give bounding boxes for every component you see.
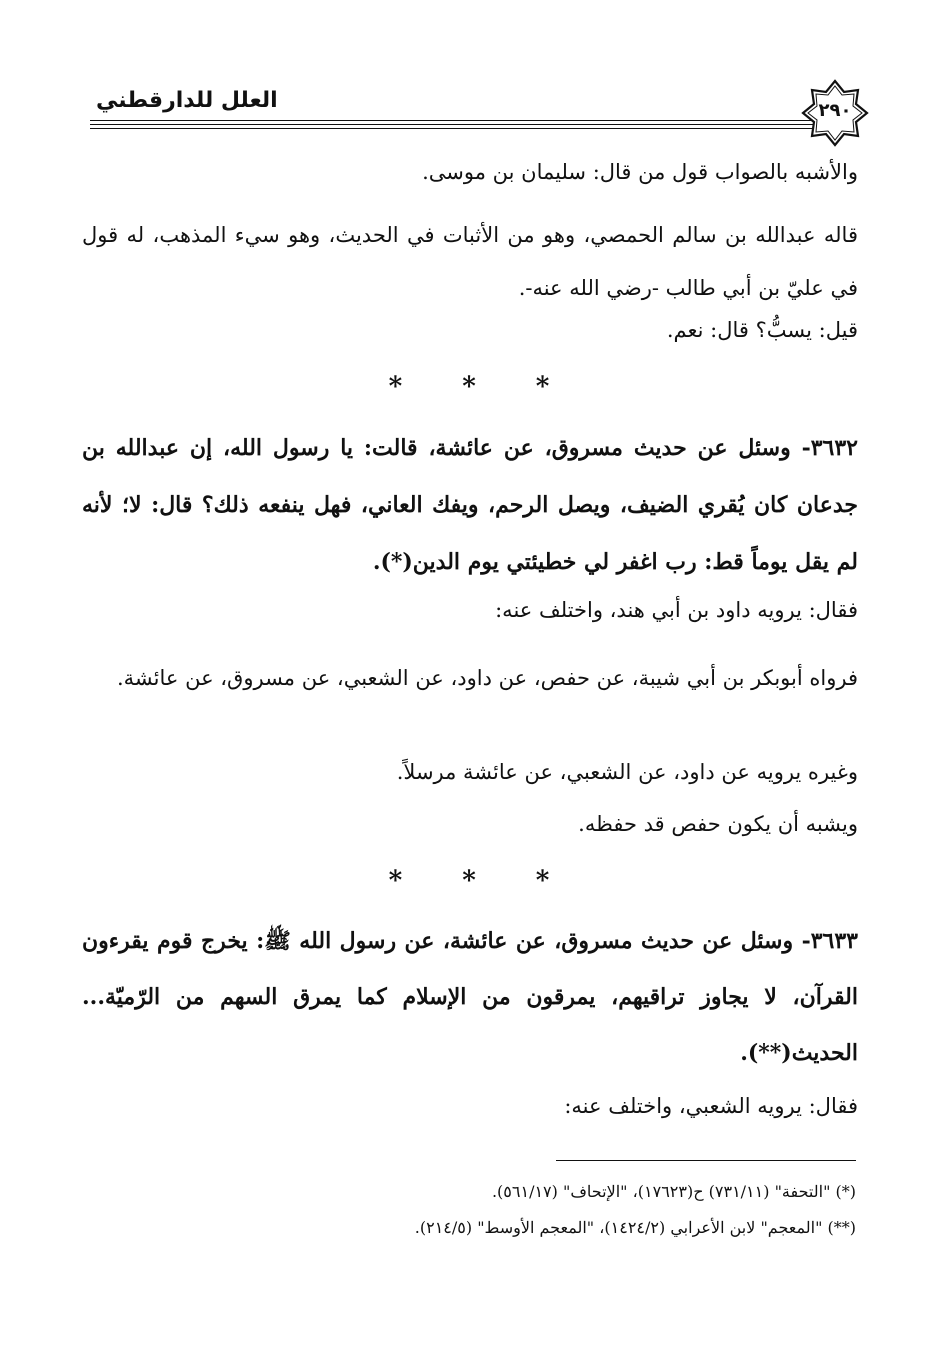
separator-star: *: [535, 372, 550, 402]
section-separator: [0, 866, 938, 896]
page-number-badge: [800, 78, 870, 148]
text-line: وغيره يرويه عن داود، عن الشعبي، عن عائشة مرسلاً.: [396, 760, 858, 784]
text-line: والأشبه بالصواب قول من قال: سليمان بن موسى.: [422, 160, 858, 184]
footnote: (*) "التحفة" (٧٣١/١١) ح(١٧٦٢٣)، "الإتحاف" (٥٦١/١٧).: [491, 1182, 856, 1201]
header-rule: [90, 128, 818, 129]
page-header: [90, 78, 870, 148]
footnote: (**) "المعجم" لابن الأعرابي (١٤٢٤/٢)، "المعجم الأوسط" (٢١٤/٥).: [414, 1218, 856, 1237]
text-line: فقال: يرويه داود بن أبي هند، واختلف عنه:: [495, 598, 858, 622]
paragraph: قاله عبدالله بن سالم الحمصي، وهو من الأثبات في الحديث، وهو سيء المذهب، له قول في عليّ بن أبي طالب -رضي الله عنه-.: [82, 223, 858, 300]
separator-star: *: [462, 866, 476, 896]
page-number: ٢٩٠: [818, 100, 852, 121]
hadith-entry-3632: ٣٦٣٢- وسئل عن حديث مسروق، عن عائشة، قالت: يا رسول الله، إن عبدالله بن جدعان كان يُقري الضيف، ويصل الرحم، ويفك العاني، فهل ينفعه ذلك؟ قال: لا؛ لأنه لم يقل يوماً قط: رب اغفر لي خطيئتي يوم الدين(*).: [82, 435, 859, 575]
hadith-entry-3633: ٣٦٣٣- وسئل عن حديث مسروق، عن عائشة، عن رسول الله ﷺ: يخرج قوم يقرءون القرآن، لا يجاوز تراقيهم، يمرقون من الإسلام كما يمرق السهم من الرّميّة... الحديث(**).: [82, 928, 858, 1066]
header-rule: [90, 120, 818, 121]
footnote-separator: [556, 1160, 856, 1161]
text-line: فقال: يرويه الشعبي، واختلف عنه:: [564, 1094, 858, 1118]
header-rule: [90, 124, 818, 125]
text-line: قيل: يسبُّ؟ قال: نعم.: [666, 318, 858, 342]
text-line: ويشبه أن يكون حفص قد حفظه.: [578, 812, 858, 836]
separator-star: *: [462, 372, 476, 402]
separator-star: *: [388, 866, 403, 896]
running-title: العلل للدارقطني: [96, 88, 278, 113]
paragraph: فرواه أبوبكر بن أبي شيبة، عن حفص، عن داود، عن الشعبي، عن مسروق، عن عائشة.: [116, 666, 858, 690]
section-separator: [0, 372, 938, 402]
separator-star: *: [388, 372, 403, 402]
separator-star: *: [535, 866, 550, 896]
